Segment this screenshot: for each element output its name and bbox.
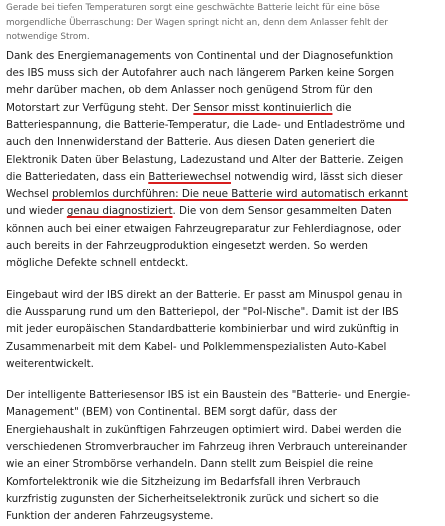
text-line: Komfortelektronik wie die Sitzheizung im Bedarfsfall ihren Verbrauch [6, 475, 361, 488]
text-line [6, 186, 439, 203]
text-line: Funktion der anderen Fahrzeugsysteme. [6, 510, 214, 523]
text-line: Dank des Energiemanagements von Continental und der Diagnosefunktion [6, 49, 394, 62]
paragraph-installation [6, 287, 439, 373]
text-line: mehr darüber machen, ob dem Anlasser noch genügend Strom für den [6, 84, 373, 97]
text-line: Zusammenarbeit mit dem Kabel- und Polklemmenspezialisten Auto-Kabel [6, 340, 387, 353]
text-line: Elektronik Daten über Belastung, Ladezustand und Alter der Batterie. Zeigen [6, 153, 404, 166]
underlined-phrase: problemlos durchführen: Die neue Batterie wird automatisch erkannt [51, 188, 408, 201]
text-line: auch den Innenwiderstand der Batterie. Aus diesen Daten generiert die [6, 136, 375, 149]
caption-line: morgendliche Überraschung: Der Wagen springt nicht an, denn dem Anlasser fehlt der [6, 17, 388, 28]
caption-line: Gerade bei tiefen Temperaturen sorgt eine geschwächte Batterie leicht für eine böse [6, 3, 380, 13]
text-segment: Wechsel [6, 188, 52, 201]
text-line: mit jeder europäischen Standardbatterie kombinierbar und wird zukünftig in [6, 323, 399, 336]
paragraph-bem [6, 387, 439, 525]
text-line: kurzfristig zugunsten der Sicherheitselektronik zurück und sichert so die [6, 492, 379, 505]
text-line: können auch bei einer etwaigen Fahrzeugreparatur zur Fehlerdiagnose, oder [6, 222, 401, 235]
text-line: weiterentwickelt. [6, 357, 94, 370]
text-line: auch bereits in der Fahrzeugproduktion eingesetzt werden. So werden [6, 240, 368, 253]
text-line [6, 100, 439, 117]
text-segment: die Batteriedaten, dass ein [6, 170, 149, 183]
text-segment: die [332, 101, 352, 114]
text-segment: notwendig wird, lässt sich dieser [230, 170, 403, 183]
paragraph-energy-management [6, 48, 439, 273]
underlined-phrase: genau diagnostiziert [66, 205, 173, 218]
underlined-phrase: Batteriewechsel [148, 170, 231, 183]
text-line: wie an einer Strombörse verhandeln. Dann stellt zum Beispiel die reine [6, 458, 374, 471]
text-line: Management" (BEM) von Continental. BEM sorgt dafür, dass der [6, 406, 337, 419]
text-line: die Aussparung rund um den Batteriepol, der "Pol-Nische". Damit ist der IBS [6, 305, 399, 318]
text-segment: Motorstart zur Verfügung steht. Der [6, 101, 194, 114]
text-line: Batteriespannung, die Batterie-Temperatur, die Lade- und Entladeströme und [6, 118, 406, 131]
image-caption [6, 0, 439, 45]
text-line: mögliche Defekte schnell entdeckt. [6, 257, 189, 270]
text-segment: . Die von dem Sensor gesammelten Daten [172, 205, 392, 218]
text-line: verschiedenen Stromverbraucher im Fahrzeug ihren Verbrauch untereinander [6, 441, 407, 454]
text-line: Eingebaut wird der IBS direkt an der Batterie. Er passt am Minuspol genau in [6, 288, 403, 301]
caption-line: notwendige Strom. [6, 32, 90, 43]
text-segment: und wieder [6, 205, 67, 218]
text-line: des IBS muss sich der Autofahrer auch nach längerem Parken keine Sorgen [6, 67, 395, 80]
text-line: Der intelligente Batteriesensor IBS ist ein Baustein des "Batterie- und Energie- [6, 389, 411, 402]
text-line: Energiehaushalt in zukünftigen Fahrzeugen optimiert wird. Dabei werden die [6, 423, 402, 436]
text-line [6, 203, 439, 220]
underlined-phrase: Sensor misst kontinuierlich [193, 101, 333, 114]
text-line [6, 169, 439, 186]
